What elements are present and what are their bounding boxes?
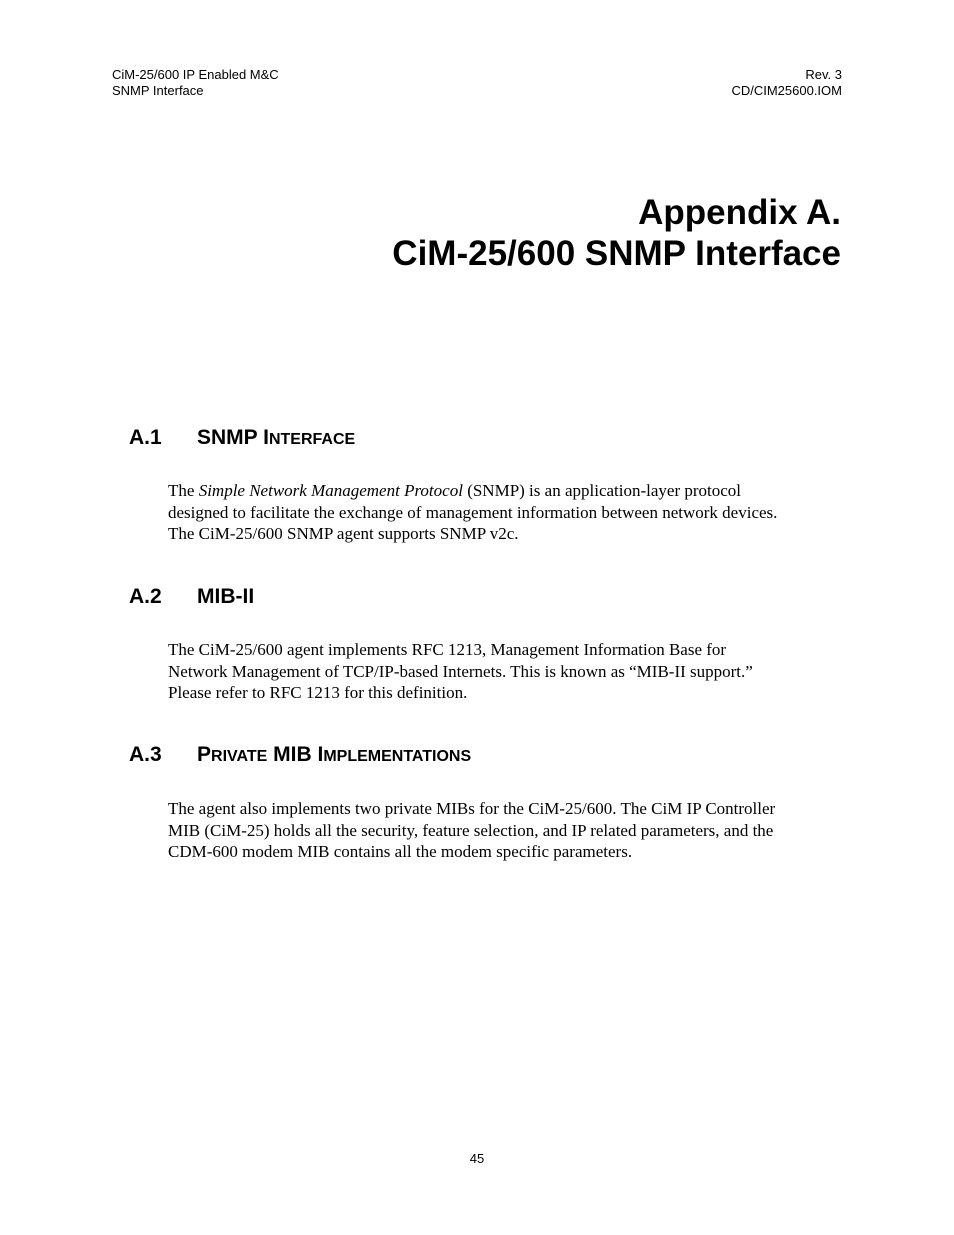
section-number: A.2: [129, 585, 162, 608]
paragraph-line: [168, 480, 848, 502]
appendix-title-line-2: CiM-25/600 SNMP Interface: [392, 234, 841, 273]
section-heading-a1: [129, 425, 355, 453]
section-paragraph-a1: [168, 480, 848, 545]
section-number: A.3: [129, 743, 162, 766]
paragraph-line: MIB (CiM-25) holds all the security, feature selection, and IP related parameters, and the: [168, 820, 774, 840]
running-header-left: [112, 67, 279, 99]
header-product-name: CiM-25/600 IP Enabled M&C: [112, 67, 279, 82]
paragraph-text: The: [168, 481, 199, 500]
header-revision: Rev. 3: [805, 67, 842, 82]
paragraph-line: The agent also implements two private MIBs for the CiM-25/600. The CiM IP Controller: [168, 799, 776, 818]
paragraph-line: designed to facilitate the exchange of management information between network devices.: [168, 502, 778, 522]
running-header-right: [731, 67, 842, 99]
section-number: A.1: [129, 426, 162, 449]
section-heading-a2: [129, 584, 254, 610]
paragraph-line: Network Management of TCP/IP-based Internets. This is known as “MIB-II support.”: [168, 661, 753, 681]
section-title-part: MPLEMENTATIONS: [323, 748, 472, 765]
section-title-part: MIB-II: [197, 585, 255, 608]
section-paragraph-a3: [168, 798, 848, 863]
section-title-part: MIB I: [267, 743, 324, 766]
section-heading-a3: [129, 742, 471, 770]
appendix-title: [392, 192, 841, 274]
paragraph-line: Please refer to RFC 1213 for this definition.: [168, 683, 468, 702]
section-title-part: RIVATE: [211, 748, 268, 765]
paragraph-line: CDM-600 modem MIB contains all the modem specific parameters.: [168, 842, 633, 861]
section-title-part: P: [197, 743, 212, 766]
section-title-part: SNMP I: [197, 426, 269, 449]
header-chapter-name: SNMP Interface: [112, 83, 204, 98]
appendix-title-line-1: Appendix A.: [638, 193, 841, 232]
page-number: 45: [469, 1151, 485, 1166]
header-document-id: CD/CIM25600.IOM: [731, 83, 842, 98]
paragraph-line: The CiM-25/600 SNMP agent supports SNMP v2c.: [168, 524, 519, 543]
section-paragraph-a2: [168, 639, 848, 704]
paragraph-line: The CiM-25/600 agent implements RFC 1213, Management Information Base for: [168, 640, 727, 659]
section-title-part: NTERFACE: [268, 431, 356, 448]
paragraph-text: (SNMP) is an application-layer protocol: [462, 481, 742, 500]
paragraph-italic-term: Simple Network Management Protocol: [198, 481, 463, 500]
